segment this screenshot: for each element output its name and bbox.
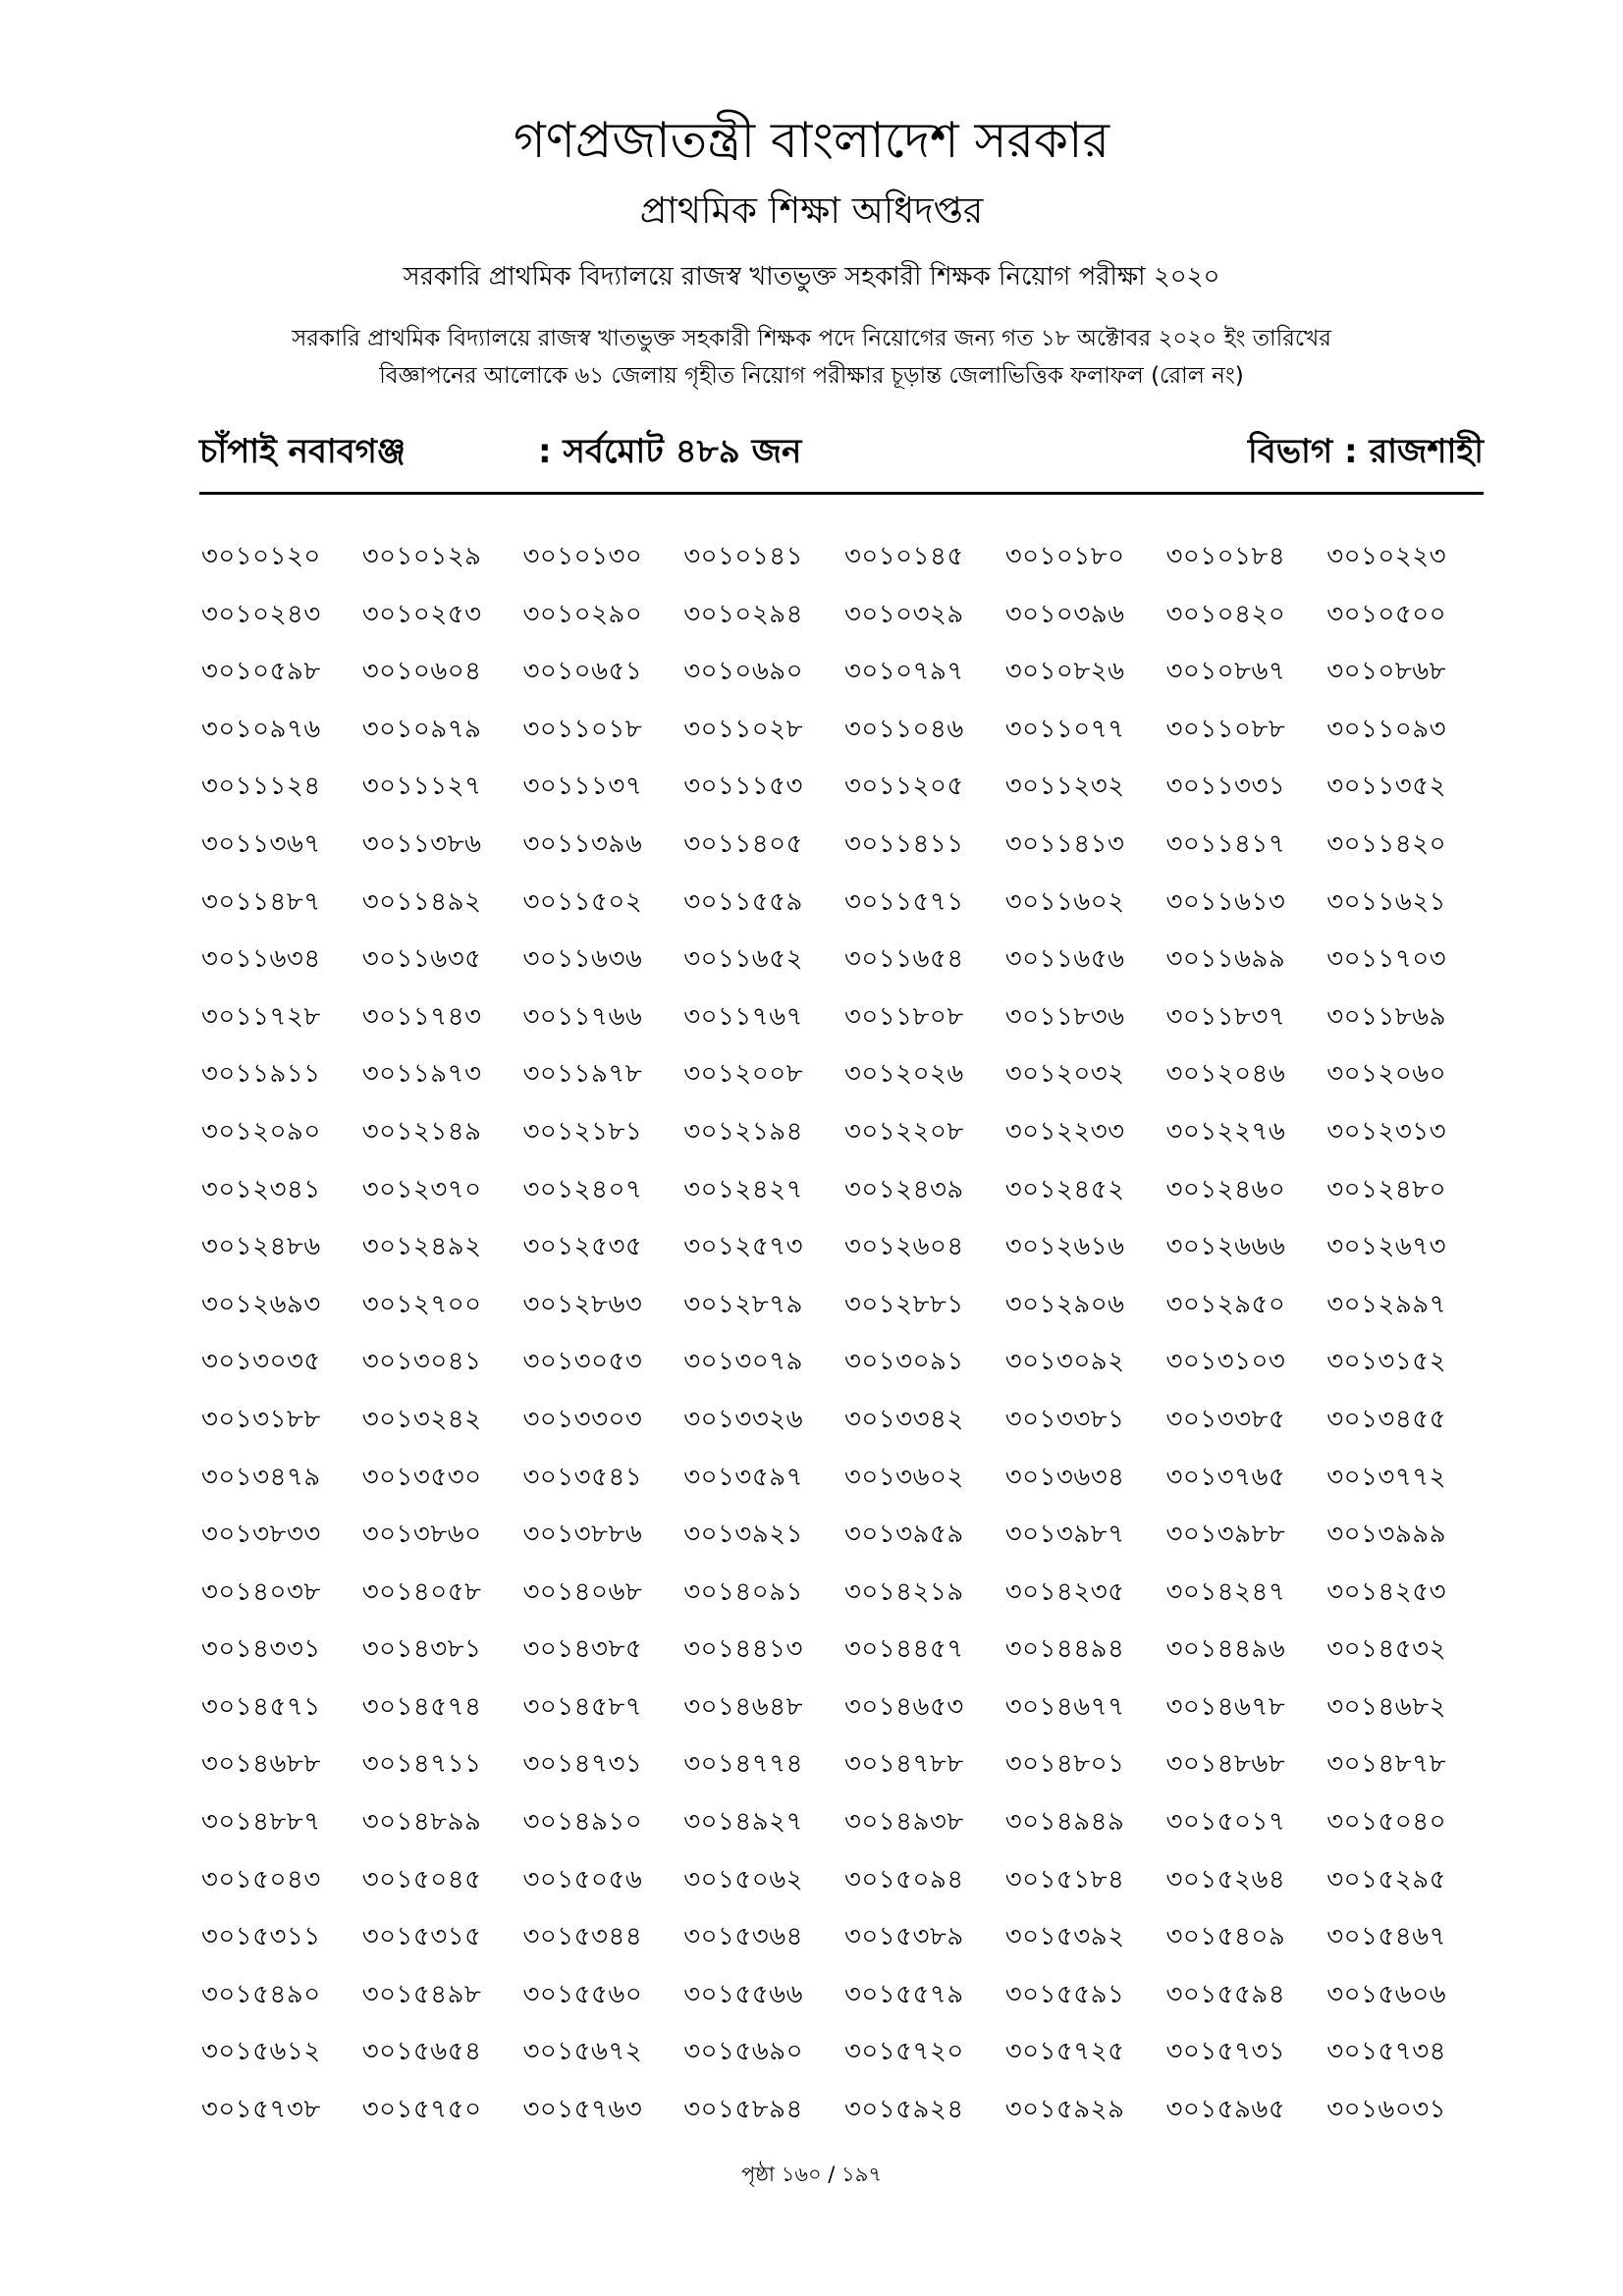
roll-number: ৩০১৪৬৮৮	[201, 1749, 321, 1780]
roll-number: ৩০১১০২৮	[683, 714, 803, 744]
roll-number: ৩০১২৪৯২	[361, 1232, 482, 1262]
roll-number: ৩০১২৪৫২	[1004, 1174, 1125, 1204]
roll-number: ৩০১২৯৯৭	[1326, 1289, 1446, 1319]
roll-number: ৩০১২৩১৩	[1326, 1116, 1447, 1147]
roll-number: ৩০১১৬৩৪	[201, 944, 321, 975]
roll-number: ৩০১০৬৫১	[522, 657, 643, 687]
roll-number: ৩০১১৫০২	[522, 886, 643, 917]
roll-number: ৩০১১৬৯৯	[1165, 944, 1286, 975]
roll-number: ৩০১৪৭৮৮	[844, 1749, 964, 1780]
roll-number: ৩০১৪৮৮৭	[201, 1807, 321, 1838]
roll-number: ৩০১১১৩৭	[522, 772, 643, 802]
roll-number: ৩০১২০৪৬	[1165, 1059, 1286, 1090]
roll-number: ৩০১৩৯৮৭	[1004, 1520, 1125, 1550]
roll-number: ৩০১৪২৫৩	[1326, 1576, 1446, 1607]
roll-number: ৩০১২২৩৩	[1004, 1116, 1125, 1147]
roll-number: ৩০১৪৩৮১	[361, 1634, 482, 1665]
roll-number: ৩০১১৪১৭	[1165, 828, 1286, 859]
roll-number: ৩০১৫৩৯২	[1004, 1922, 1125, 1952]
roll-number: ৩০১২০০৮	[683, 1059, 804, 1090]
roll-number: ৩০১২০২৬	[844, 1059, 964, 1090]
roll-number: ৩০১০২৪৩	[201, 599, 321, 629]
roll-number: ৩০১২৬৬৬	[1165, 1232, 1286, 1262]
roll-number: ৩০১৩৩৮৫	[1165, 1404, 1286, 1434]
roll-number: ৩০১৩৫৯৭	[683, 1462, 803, 1492]
roll-number: ৩০১৫২৯৫	[1326, 1864, 1446, 1895]
roll-number: ৩০১১৫৫৯	[683, 886, 803, 917]
roll-number: ৩০১২৪৮৬	[201, 1232, 321, 1262]
roll-number: ৩০১১৭২৮	[201, 1001, 321, 1032]
roll-number: ৩০১২৭০০	[361, 1289, 482, 1319]
roll-number: ৩০১৪২৪৭	[1165, 1576, 1286, 1607]
total-count: : সর্বমোট ৪৮৯ জন	[538, 432, 802, 471]
roll-number: ৩০১৩০৯২	[1004, 1347, 1125, 1377]
roll-number: ৩০১০১৪১	[683, 542, 803, 571]
roll-number: ৩০১৫৫৭৯	[844, 1979, 964, 2009]
roll-number: ৩০১৩৬০২	[844, 1462, 964, 1492]
roll-number: ৩০১১৬০২	[1004, 886, 1125, 917]
roll-number: ৩০১১০৯৩	[1326, 714, 1446, 744]
roll-number: ৩০১২৪৩৯	[844, 1174, 964, 1204]
roll-number: ৩০১৩৯২১	[683, 1520, 803, 1550]
roll-number: ৩০১৫৬৭২	[522, 2037, 643, 2067]
roll-number: ৩০১২৫৩৫	[522, 1232, 643, 1262]
roll-number: ৩০১৫০৯৪	[844, 1864, 964, 1895]
roll-number: ৩০১৩১৫২	[1326, 1347, 1446, 1377]
roll-number: ৩০১৪৩৮৫	[522, 1634, 643, 1665]
roll-number: ৩০১৪৭১১	[361, 1749, 482, 1780]
roll-number: ৩০১৫০১৭	[1165, 1807, 1286, 1838]
roll-number: ৩০১০১৮০	[1004, 542, 1125, 571]
roll-number: ৩০১১৬৫২	[683, 944, 803, 975]
roll-number: ৩০১৩৪৫৫	[1326, 1404, 1446, 1434]
roll-number: ৩০১১৬৫৬	[1004, 944, 1125, 975]
roll-number: ৩০১২৬০৪	[844, 1232, 964, 1262]
roll-number: ৩০১৩৬৩৪	[1004, 1462, 1125, 1492]
roll-number: ৩০১২১৯৪	[683, 1116, 803, 1147]
roll-number: ৩০১৪৬৪৮	[683, 1691, 803, 1722]
roll-number: ৩০১৬০৩১	[1326, 2095, 1447, 2125]
roll-number: ৩০১১৮৩৭	[1165, 1001, 1286, 1032]
roll-number: ৩০১০২৯০	[522, 599, 643, 629]
roll-number: ৩০১৫৭৫০	[361, 2095, 482, 2125]
roll-number: ৩০১৫৫৬০	[522, 1979, 643, 2009]
roll-number: ৩০১২০৩২	[1004, 1059, 1125, 1090]
roll-number: ৩০১৩৮৮৬	[522, 1520, 643, 1550]
roll-number: ৩০১০৩২৯	[844, 599, 964, 629]
roll-number: ৩০১৫৭৩৪	[1326, 2037, 1446, 2067]
roll-number: ৩০১৩৯৯৯	[1326, 1520, 1446, 1550]
roll-number: ৩০১২৪০৭	[522, 1174, 643, 1204]
roll-number: ৩০১৩০৯১	[844, 1347, 964, 1377]
roll-number: ৩০১৫৫৯৪	[1165, 1979, 1286, 2009]
roll-number: ৩০১১৩৩১	[1165, 772, 1286, 802]
roll-number: ৩০১৫৫৬৬	[683, 1979, 803, 2009]
roll-number: ৩০১২১৮১	[522, 1116, 643, 1147]
roll-number: ৩০১৪৫৭১	[201, 1691, 321, 1722]
roll-number: ৩০১৫১৮৪	[1004, 1864, 1125, 1895]
roll-number: ৩০১৪৮৭৮	[1326, 1749, 1446, 1780]
roll-number: ৩০১৪৬৭৮	[1165, 1691, 1286, 1722]
roll-number: ৩০১১৬৩৬	[522, 944, 643, 975]
roll-number: ৩০১১৩৮৬	[361, 828, 482, 859]
roll-number: ৩০১৫৩৬৪	[683, 1922, 803, 1952]
roll-number: ৩০১১৬২১	[1326, 886, 1446, 917]
roll-number: ৩০১১৮০৮	[844, 1001, 964, 1032]
roll-number: ৩০১২০৯০	[201, 1116, 321, 1147]
roll-number: ৩০১১৬৫৪	[844, 944, 964, 975]
roll-number: ৩০১৫৬১২	[201, 2037, 321, 2067]
roll-number: ৩০১০৬৯০	[683, 657, 804, 687]
roll-number: ৩০১৪৪৫৭	[844, 1634, 964, 1665]
roll-number: ৩০১৩০৫৩	[522, 1347, 643, 1377]
roll-number: ৩০১২৪৮০	[1326, 1174, 1446, 1204]
roll-number: ৩০১২৫৭৩	[683, 1232, 804, 1262]
roll-number: ৩০১০২৯৪	[683, 599, 803, 629]
roll-number: ৩০১১৪০৫	[683, 828, 803, 859]
roll-number: ৩০১০৪২০	[1165, 599, 1286, 629]
roll-number: ৩০১২৯০৬	[1004, 1289, 1125, 1319]
header-divider	[199, 492, 1484, 495]
roll-number: ৩০১১৪৯২	[361, 886, 482, 917]
roll-number: ৩০১৫৬৯০	[683, 2037, 803, 2067]
roll-number: ৩০১১৪২০	[1326, 828, 1446, 859]
roll-number: ৩০১১৩৫২	[1326, 772, 1446, 802]
result-description	[167, 320, 1456, 395]
roll-number: ৩০১৫৯৬৫	[1165, 2095, 1286, 2125]
roll-number: ৩০১০৯৭৬	[201, 714, 321, 744]
roll-number: ৩০১৪৪৯৪	[1004, 1634, 1125, 1665]
roll-number-grid	[201, 528, 1488, 2139]
roll-number: ৩০১৫৯২৪	[844, 2095, 964, 2125]
roll-number: ৩০১১৫৭১	[844, 886, 964, 917]
roll-number: ৩০১১০৮৮	[1165, 714, 1286, 744]
roll-number: ৩০১০৮৬৮	[1326, 657, 1446, 687]
roll-number: ৩০১১৩৯৬	[522, 828, 643, 859]
roll-number: ৩০১১৮৬৯	[1326, 1001, 1446, 1032]
roll-number: ৩০১২৮৭৯	[683, 1289, 803, 1319]
roll-number: ৩০১৪০৯১	[683, 1576, 803, 1607]
department-name: প্রাথমিক শিক্ষা অধিদপ্তর	[639, 189, 984, 232]
roll-number: ৩০১১০৪৬	[844, 714, 964, 744]
roll-number: ৩০১৩৩৮১	[1004, 1404, 1125, 1434]
district-info-row	[199, 422, 1484, 481]
roll-number: ৩০১৪৩৩১	[201, 1634, 321, 1665]
roll-number: ৩০১৫০৪৫	[361, 1864, 482, 1895]
roll-number: ৩০১৩৮৩৩	[201, 1520, 321, 1550]
roll-number: ৩০১১০১৮	[522, 714, 643, 744]
roll-number: ৩০১৩০৭৯	[683, 1347, 804, 1377]
roll-number: ৩০১৫০৪৩	[201, 1864, 321, 1895]
roll-number: ৩০১৫৭৩১	[1165, 2037, 1286, 2067]
roll-number: ৩০১৫৩৪৪	[522, 1922, 643, 1952]
roll-number: ৩০১৪২১৯	[844, 1576, 964, 1607]
roll-number: ৩০১০৭৯৭	[844, 657, 964, 687]
roll-number: ৩০১৫০৪০	[1326, 1807, 1446, 1838]
roll-number: ৩০১৫৯২৯	[1004, 2095, 1125, 2125]
description-line-1: সরকারি প্রাথমিক বিদ্যালয়ে রাজস্ব খাতভুক্ত সহকারী শিক্ষক পদে নিয়োগের জন্য গত ১৮ অক্টোবর ২০২০ ইং তারিখের	[292, 326, 1331, 351]
roll-number: ৩০১০৮২৬	[1004, 657, 1125, 687]
roll-number: ৩০১৩৪৭৯	[201, 1462, 321, 1492]
roll-number: ৩০১৩০৪১	[361, 1347, 482, 1377]
roll-number: ৩০১২৬৯৩	[201, 1289, 321, 1319]
roll-number: ৩০১১২০৫	[844, 772, 964, 802]
roll-number: ৩০১০৮৬৭	[1165, 657, 1286, 687]
roll-number: ৩০১৪৬৭৭	[1004, 1691, 1125, 1722]
roll-number: ৩০১০১২৯	[361, 542, 482, 571]
roll-number: ৩০১৩৩৪২	[844, 1404, 964, 1434]
roll-number: ৩০১২১৪৯	[361, 1116, 482, 1147]
roll-number: ৩০১৫৬৫৪	[361, 2037, 482, 2067]
roll-number: ৩০১০২২৩	[1326, 542, 1447, 571]
roll-number: ৩০১৪৭৭৪	[683, 1749, 803, 1780]
roll-number: ৩০১০১৪৫	[844, 542, 964, 571]
roll-number: ৩০১১৮৩৬	[1004, 1001, 1125, 1032]
roll-number: ৩০১৩৯৮৮	[1165, 1520, 1286, 1550]
roll-number: ৩০১৩৩২৬	[683, 1404, 804, 1434]
roll-number: ৩০১৫৮৯৪	[683, 2095, 803, 2125]
roll-number: ৩০১২৪২৭	[683, 1174, 804, 1204]
roll-number: ৩০১৪৫৮৭	[522, 1691, 643, 1722]
roll-number: ৩০১৪৯৩৮	[844, 1807, 964, 1838]
roll-number: ৩০১১৯১১	[201, 1059, 321, 1090]
roll-number: ৩০১০৯৭৯	[361, 714, 482, 744]
roll-number: ৩০১১৩৬৭	[201, 828, 321, 859]
roll-number: ৩০১১৪১১	[844, 828, 964, 859]
roll-number: ৩০১০৫৯৮	[201, 657, 321, 687]
roll-number: ৩০১৩৯৫৯	[844, 1520, 964, 1550]
roll-number: ৩০১৪৪৯৬	[1165, 1634, 1286, 1665]
roll-number: ৩০১১৯৭৩	[361, 1059, 482, 1090]
roll-number: ৩০১৩৫৩০	[361, 1462, 482, 1492]
roll-number: ৩০১২৬৭৩	[1326, 1232, 1447, 1262]
roll-number: ৩০১২৩৪১	[201, 1174, 321, 1204]
roll-number: ৩০১১৭৬৭	[683, 1001, 804, 1032]
roll-number: ৩০১৪৮৬৮	[1165, 1749, 1286, 1780]
roll-number: ৩০১৪০৫৮	[361, 1576, 482, 1607]
roll-number: ৩০১১৪৮৭	[201, 886, 321, 917]
roll-number: ৩০১১১২৪	[201, 772, 321, 802]
roll-number: ৩০১৩৩০৩	[522, 1404, 643, 1434]
roll-number: ৩০১৫৬০৬	[1326, 1979, 1447, 2009]
roll-number: ৩০১১১৫৩	[683, 772, 803, 802]
page-title: গণপ্রজাতন্ত্রী বাংলাদেশ সরকার	[514, 112, 1109, 169]
roll-number: ৩০১২৮৮১	[844, 1289, 964, 1319]
roll-number: ৩০১৪৪১৩	[683, 1634, 803, 1665]
roll-number: ৩০১০১৮৪	[1165, 542, 1286, 571]
roll-number: ৩০১৩৭৭২	[1326, 1462, 1447, 1492]
roll-number: ৩০১২৯৫০	[1165, 1289, 1286, 1319]
roll-number: ৩০১৩৭৬৫	[1165, 1462, 1286, 1492]
roll-number: ৩০১১৭০৩	[1326, 944, 1447, 975]
roll-number: ৩০১০২৫৩	[361, 599, 482, 629]
exam-title: সরকারি প্রাথমিক বিদ্যালয়ে রাজস্ব খাতভুক্ত সহকারী শিক্ষক নিয়োগ পরীক্ষা ২০২০	[403, 262, 1220, 292]
roll-number: ৩০১৪৫৭৪	[361, 1691, 482, 1722]
district-name: চাঁপাই নবাবগঞ্জ	[199, 432, 406, 471]
roll-number: ৩০১৫০৬২	[683, 1864, 804, 1895]
roll-number: ৩০১২০৬০	[1326, 1059, 1447, 1090]
roll-number: ৩০১২৮৬৩	[522, 1289, 643, 1319]
roll-number: ৩০১০১৩০	[522, 542, 643, 571]
roll-number: ৩০১৫৩৮৯	[844, 1922, 964, 1952]
page-number: পৃষ্ঠা ১৬০ / ১৯৭	[741, 2163, 882, 2186]
roll-number: ৩০১০১২০	[201, 542, 321, 571]
roll-number: ৩০১২২৭৬	[1165, 1116, 1286, 1147]
roll-number: ৩০১০৬০৪	[361, 657, 482, 687]
roll-number: ৩০১৫৭৩৮	[201, 2095, 321, 2125]
roll-number: ৩০১৪০৬৮	[522, 1576, 643, 1607]
roll-number: ৩০১১৭৬৬	[522, 1001, 643, 1032]
roll-number: ৩০১৩১৮৮	[201, 1404, 321, 1434]
roll-number: ৩০১৫৪৬৭	[1326, 1922, 1446, 1952]
roll-number: ৩০১৩৮৬০	[361, 1520, 482, 1550]
roll-number: ৩০১৫৩১১	[201, 1922, 321, 1952]
roll-number: ৩০১৪৯২৭	[683, 1807, 803, 1838]
roll-number: ৩০১৪৭৩১	[522, 1749, 643, 1780]
roll-number: ৩০১৪৮৯৯	[361, 1807, 482, 1838]
roll-number: ৩০১৫৫৯১	[1004, 1979, 1125, 2009]
roll-number: ৩০১১৬১৩	[1165, 886, 1286, 917]
roll-number: ৩০১৪৮০১	[1004, 1749, 1125, 1780]
roll-number: ৩০১৫৩১৫	[361, 1922, 482, 1952]
roll-number: ৩০১৪৯৪৯	[1004, 1807, 1125, 1838]
roll-number: ৩০১১২৩২	[1004, 772, 1125, 802]
roll-number: ৩০১৫৭২০	[844, 2037, 964, 2067]
roll-number: ৩০১১৭৪৩	[361, 1001, 482, 1032]
roll-number: ৩০১০৫০০	[1326, 599, 1447, 629]
roll-number: ৩০১৪৬৮২	[1326, 1691, 1446, 1722]
roll-number: ৩০১৩০৩৫	[201, 1347, 321, 1377]
roll-number: ৩০১২৪৬০	[1165, 1174, 1286, 1204]
roll-number: ৩০১৪৫৩২	[1326, 1634, 1446, 1665]
roll-number: ৩০১৫৪৯৮	[361, 1979, 482, 2009]
roll-number: ৩০১৫৭২৫	[1004, 2037, 1125, 2067]
roll-number: ৩০১৪৯১০	[522, 1807, 643, 1838]
roll-number: ৩০১০৩৯৬	[1004, 599, 1125, 629]
roll-number: ৩০১১৯৭৮	[522, 1059, 643, 1090]
roll-number: ৩০১২৬১৬	[1004, 1232, 1125, 1262]
roll-number: ৩০১২৩৭০	[361, 1174, 482, 1204]
roll-number: ৩০১৫৪০৯	[1165, 1922, 1286, 1952]
roll-number: ৩০১৩৫৪১	[522, 1462, 643, 1492]
roll-number: ৩০১৪৬৫৩	[844, 1691, 964, 1722]
roll-number: ৩০১৫০৫৬	[522, 1864, 643, 1895]
roll-number: ৩০১১৪১৩	[1004, 828, 1125, 859]
roll-number: ৩০১২২০৮	[844, 1116, 964, 1147]
roll-number: ৩০১৩২৪২	[361, 1404, 482, 1434]
division-name: বিভাগ : রাজশাহী	[1248, 432, 1484, 471]
description-line-2: বিজ্ঞাপনের আলোকে ৬১ জেলায় গৃহীত নিয়োগ পরীক্ষার চূড়ান্ত জেলাভিত্তিক ফলাফল (রোল নং)	[379, 363, 1244, 389]
roll-number: ৩০১৪০৩৮	[201, 1576, 321, 1607]
roll-number: ৩০১৪২৩৫	[1004, 1576, 1125, 1607]
roll-number: ৩০১৫২৬৪	[1165, 1864, 1286, 1895]
roll-number: ৩০১১১২৭	[361, 772, 482, 802]
roll-number: ৩০১৫৭৬৩	[522, 2095, 643, 2125]
roll-number: ৩০১১০৭৭	[1004, 714, 1125, 744]
roll-number: ৩০১৩১০৩	[1165, 1347, 1286, 1377]
roll-number: ৩০১৫৪৯০	[201, 1979, 321, 2009]
roll-number: ৩০১১৬৩৫	[361, 944, 482, 975]
